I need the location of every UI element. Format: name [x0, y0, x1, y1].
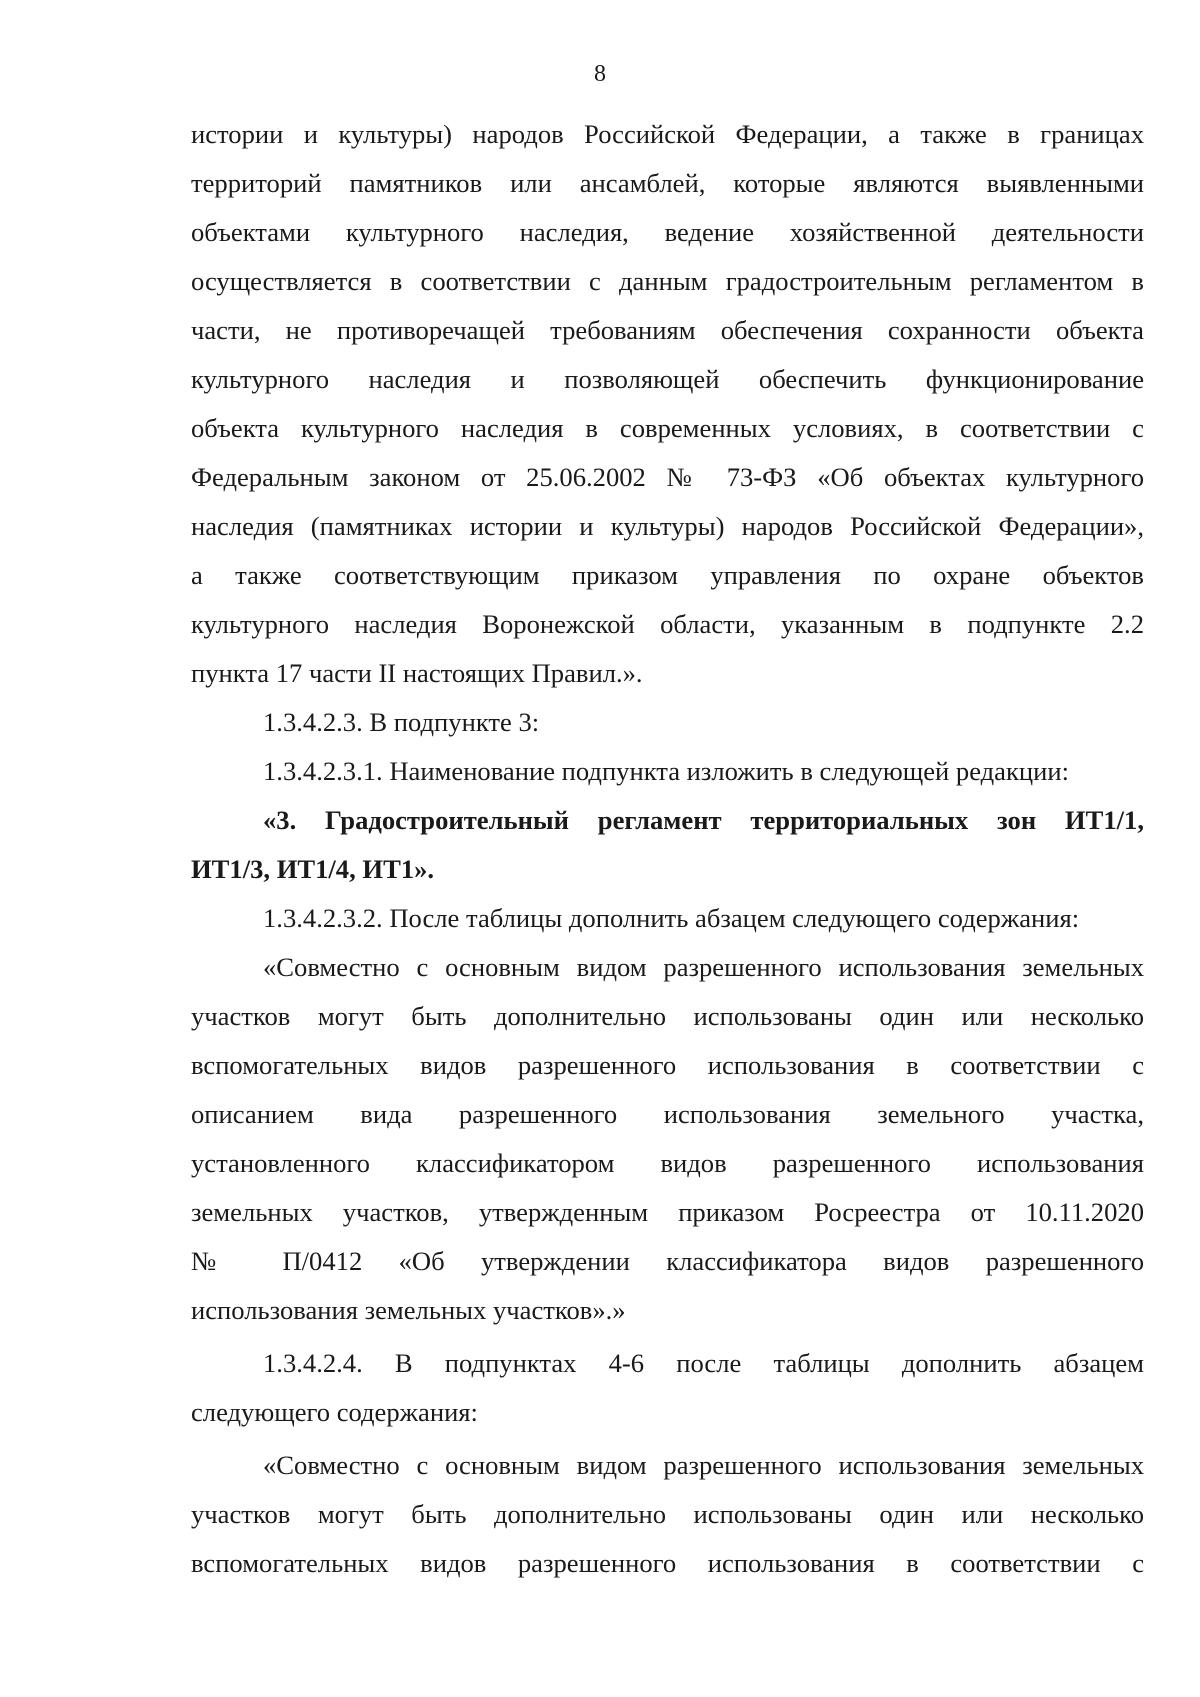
text-line: культурного наследия Воронежской области, указанным в подпункте 2.2 [191, 609, 1144, 639]
text-line: культурного наследия и позволяющей обеспечить функционирование [191, 364, 1144, 394]
text-line: наследия (памятниках истории и культуры) народов Российской Федерации», [191, 511, 1144, 541]
text-line: № П/0412 «Об утверждении классификатора видов разрешенного [191, 1246, 1144, 1276]
text-line: «Совместно с основным видом разрешенного использования земельных [263, 952, 1144, 982]
text-line: участков могут быть дополнительно использованы один или несколько [191, 1001, 1144, 1031]
text-line: ИТ1/3, ИТ1/4, ИТ1». [191, 854, 435, 884]
paragraph-continuation [191, 110, 1144, 698]
bold-subheading [191, 796, 1144, 894]
text-line: 1.3.4.2.4. В подпунктах 4-6 после таблицы дополнить абзацем [263, 1348, 1144, 1378]
text-line: использования земельных участков».» [191, 1295, 626, 1325]
paragraph-quote-2 [191, 1441, 1144, 1588]
text-line: объектами культурного наследия, ведение хозяйственной деятельности [191, 217, 1144, 247]
text-line: истории и культуры) народов Российской Федерации, а также в границах [191, 119, 1144, 149]
text-line: следующего содержания: [191, 1397, 478, 1427]
text-line: части, не противоречащей требованиям обеспечения сохранности объекта [191, 315, 1144, 345]
text-line: 1.3.4.2.3.2. После таблицы дополнить абзацем следующего содержания: [263, 903, 1080, 933]
paragraph-item-1-3-4-2-3-1 [191, 747, 1144, 796]
text-line: установленного классификатором видов разрешенного использования [191, 1148, 1144, 1178]
paragraph-item-1-3-4-2-3-2 [191, 894, 1144, 943]
text-line: объекта культурного наследия в современных условиях, в соответствии с [191, 413, 1144, 443]
text-line: вспомогательных видов разрешенного использования в соответствии с [191, 1548, 1144, 1578]
paragraph-item-1-3-4-2-3 [191, 698, 1144, 747]
text-line: участков могут быть дополнительно использованы один или несколько [191, 1499, 1144, 1529]
page-number: 8 [594, 61, 606, 87]
text-line: 1.3.4.2.3. В подпункте 3: [263, 707, 540, 737]
text-line: пункта 17 части II настоящих Правил.». [191, 658, 643, 688]
paragraph-quote-1 [191, 943, 1144, 1335]
text-line: Федеральным законом от 25.06.2002 № 73-ФЗ «Об объектах культурного [191, 462, 1144, 492]
text-line: а также соответствующим приказом управления по охране объектов [191, 560, 1144, 590]
text-line: описанием вида разрешенного использования земельного участка, [191, 1099, 1144, 1129]
document-body [191, 110, 1144, 1588]
text-line: территорий памятников или ансамблей, которые являются выявленными [191, 168, 1144, 198]
text-line: «3. Градостроительный регламент территориальных зон ИТ1/1, [263, 805, 1144, 835]
text-line: осуществляется в соответствии с данным градостроительным регламентом в [191, 266, 1144, 296]
text-line: вспомогательных видов разрешенного использования в соответствии с [191, 1050, 1144, 1080]
text-line: 1.3.4.2.3.1. Наименование подпункта изложить в следующей редакции: [263, 756, 1069, 786]
text-line: земельных участков, утвержденным приказом Росреестра от 10.11.2020 [191, 1197, 1144, 1227]
text-line: «Совместно с основным видом разрешенного использования земельных [263, 1450, 1144, 1480]
paragraph-item-1-3-4-2-4 [191, 1339, 1144, 1437]
